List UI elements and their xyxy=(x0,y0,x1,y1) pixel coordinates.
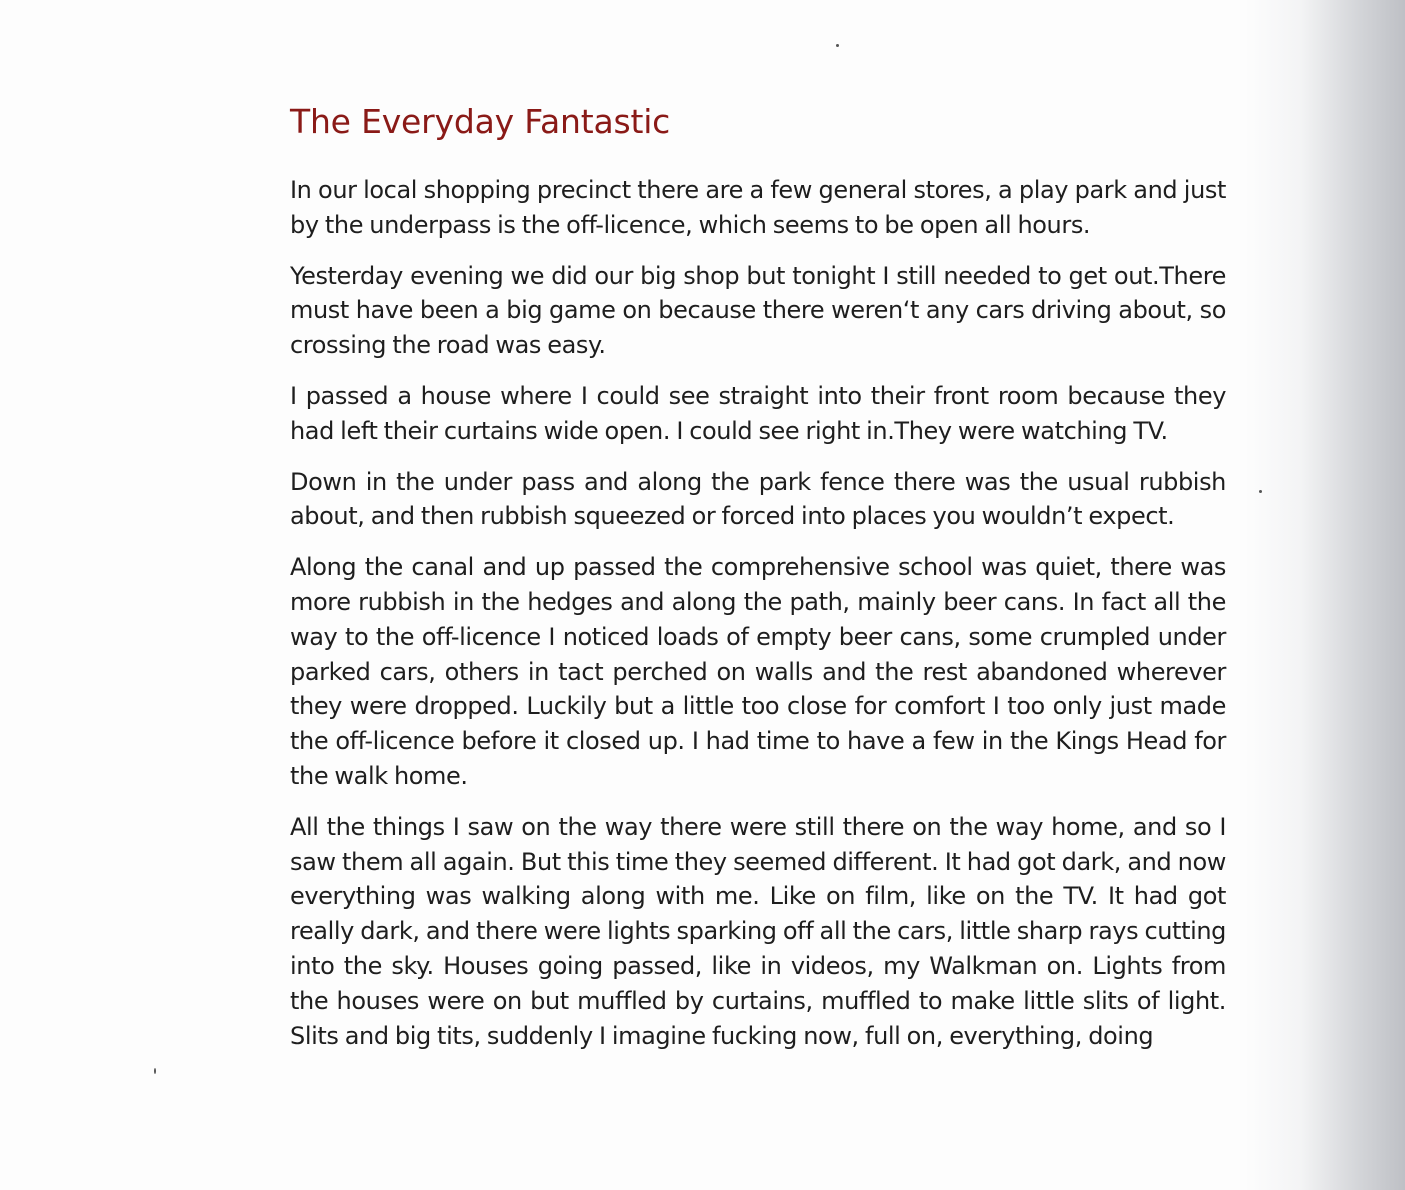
article-title: The Everyday Fantastic xyxy=(290,102,671,141)
scan-speck xyxy=(836,44,839,47)
article xyxy=(290,98,1226,1069)
scan-speck xyxy=(154,1068,156,1074)
article-paragraph: I passed a house where I could see straight into their front room because they had left their curtains wide open. I could see right in.They were watching TV. xyxy=(290,381,1226,445)
article-paragraph: Yesterday evening we did our big shop but tonight I still needed to get out.There must have been a big game on because there weren‘t any cars driving about, so crossing the road was easy. xyxy=(290,261,1226,360)
article-paragraph: In our local shopping precinct there are a few general stores, a play park and just by the underpass is the off-licence, which seems to be open all hours. xyxy=(290,176,1226,239)
article-paragraph: Along the canal and up passed the comprehensive school was quiet, there was more rubbish in the hedges and along the path, mainly beer cans. In fact all the way to the off-licence I noticed loads of empty beer cans, some crumpled under parked cars, others in tact perched on walls and the rest abandoned wherever they were dropped. Luckily but a little too close for comfort I too only just made the off-licence before it closed up. I had time to have a few in the Kings Head for the walk home. xyxy=(290,553,1226,790)
scan-speck xyxy=(1259,490,1262,493)
article-paragraph: Down in the under pass and along the park fence there was the usual rubbish about, and then rubbish squeezed or forced into places you wouldn’t expect. xyxy=(290,467,1226,531)
binding-shadow xyxy=(1245,0,1405,1190)
article-paragraph: All the things I saw on the way there were still there on the way home, and so I saw them all again. But this time they seemed different. It had got dark, and now everything was walking along with me. Like on film, like on the TV. It had got really dark, and there were lights sparking off all the cars, little sharp rays cutting into the sky. Houses going passed, like in videos, my Walkman on. Lights from the houses were on but muffled by curtains, muffled to make little slits of light. Slits and big tits, suddenly I imagine fucking now, full on, everything, doing xyxy=(290,812,1226,1050)
